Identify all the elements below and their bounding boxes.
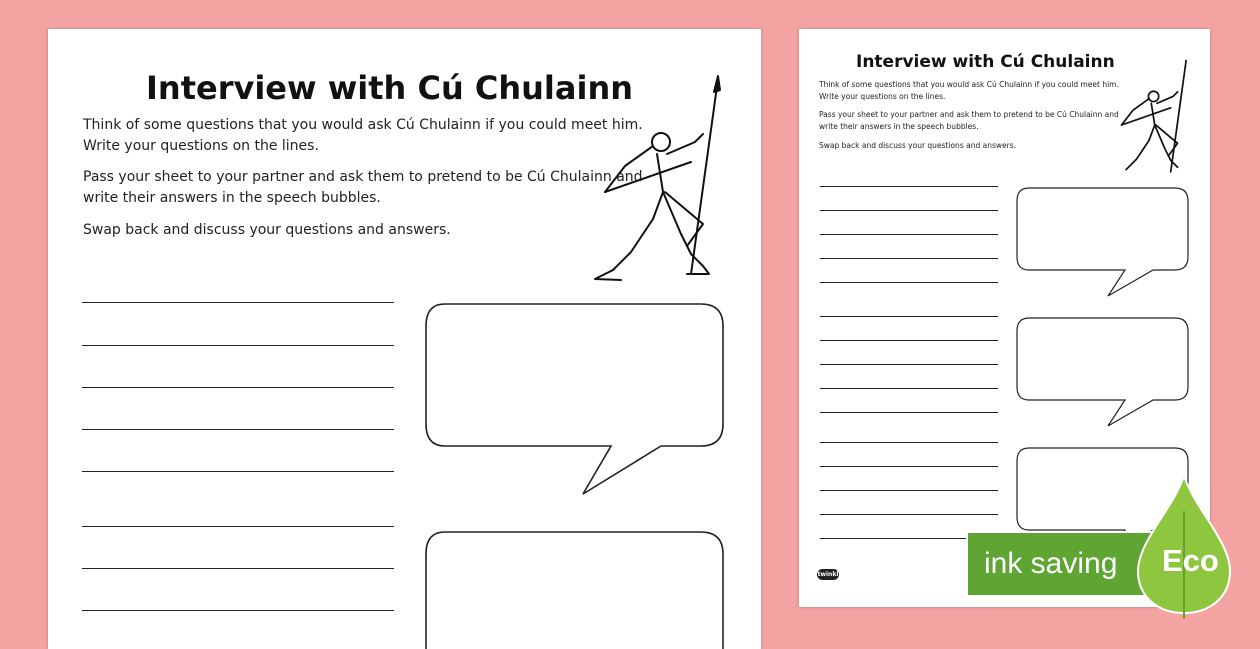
instruction-2: Pass your sheet to your partner and ask them to pretend to be Cú Chulainn and write their answers in the speech bubbles.: [83, 169, 643, 206]
answer-line-small[interactable]: [820, 186, 998, 187]
answer-line-small[interactable]: [820, 388, 998, 389]
speech-bubble-small[interactable]: [1015, 316, 1191, 430]
answer-line-small[interactable]: [820, 340, 998, 341]
warrior-illustration: [583, 74, 723, 289]
answer-line-small[interactable]: [820, 258, 998, 259]
speech-bubble[interactable]: [423, 529, 728, 649]
speech-bubble[interactable]: [423, 301, 728, 501]
speech-bubble-small[interactable]: [1015, 186, 1191, 300]
answer-line[interactable]: [82, 471, 394, 472]
answer-line-small[interactable]: [820, 442, 998, 443]
warrior-illustration-small: [1109, 57, 1189, 181]
answer-line[interactable]: [82, 387, 394, 388]
answer-line-small[interactable]: [820, 316, 998, 317]
answer-line-small[interactable]: [820, 412, 998, 413]
ink-saving-text: ink saving: [984, 547, 1118, 580]
answer-line-small[interactable]: [820, 364, 998, 365]
twinkl-logo: twinkl: [817, 571, 839, 578]
worksheet-title: Interview with Cú Chulainn: [146, 69, 633, 107]
answer-line-small[interactable]: [820, 210, 998, 211]
answer-line-small[interactable]: [820, 490, 998, 491]
answer-line[interactable]: [82, 526, 394, 527]
answer-line[interactable]: [82, 610, 394, 611]
answer-line-small[interactable]: [820, 466, 998, 467]
eco-ink-saving-badge: [966, 511, 1236, 621]
worksheet-title-small: Interview with Cú Chulainn: [856, 52, 1115, 72]
answer-line-small[interactable]: [820, 234, 998, 235]
answer-line[interactable]: [82, 568, 394, 569]
answer-line[interactable]: [82, 302, 394, 303]
answer-line[interactable]: [82, 345, 394, 346]
eco-label: Eco: [1162, 543, 1219, 578]
instruction-1-small: Think of some questions that you would ask Cú Chulainn if you could meet him. Write your questions on the lines.: [819, 80, 1119, 101]
instruction-1: Think of some questions that you would ask Cú Chulainn if you could meet him. Write your questions on the lines.: [83, 117, 643, 154]
answer-line-small[interactable]: [820, 282, 998, 283]
instruction-3: Swap back and discuss your questions and answers.: [83, 222, 451, 238]
instruction-3-small: Swap back and discuss your questions and answers.: [819, 141, 1016, 150]
answer-line[interactable]: [82, 429, 394, 430]
instruction-2-small: Pass your sheet to your partner and ask them to pretend to be Cú Chulainn and write their answers in the speech bubbles.: [819, 110, 1119, 131]
worksheet-page-large: [48, 29, 761, 649]
